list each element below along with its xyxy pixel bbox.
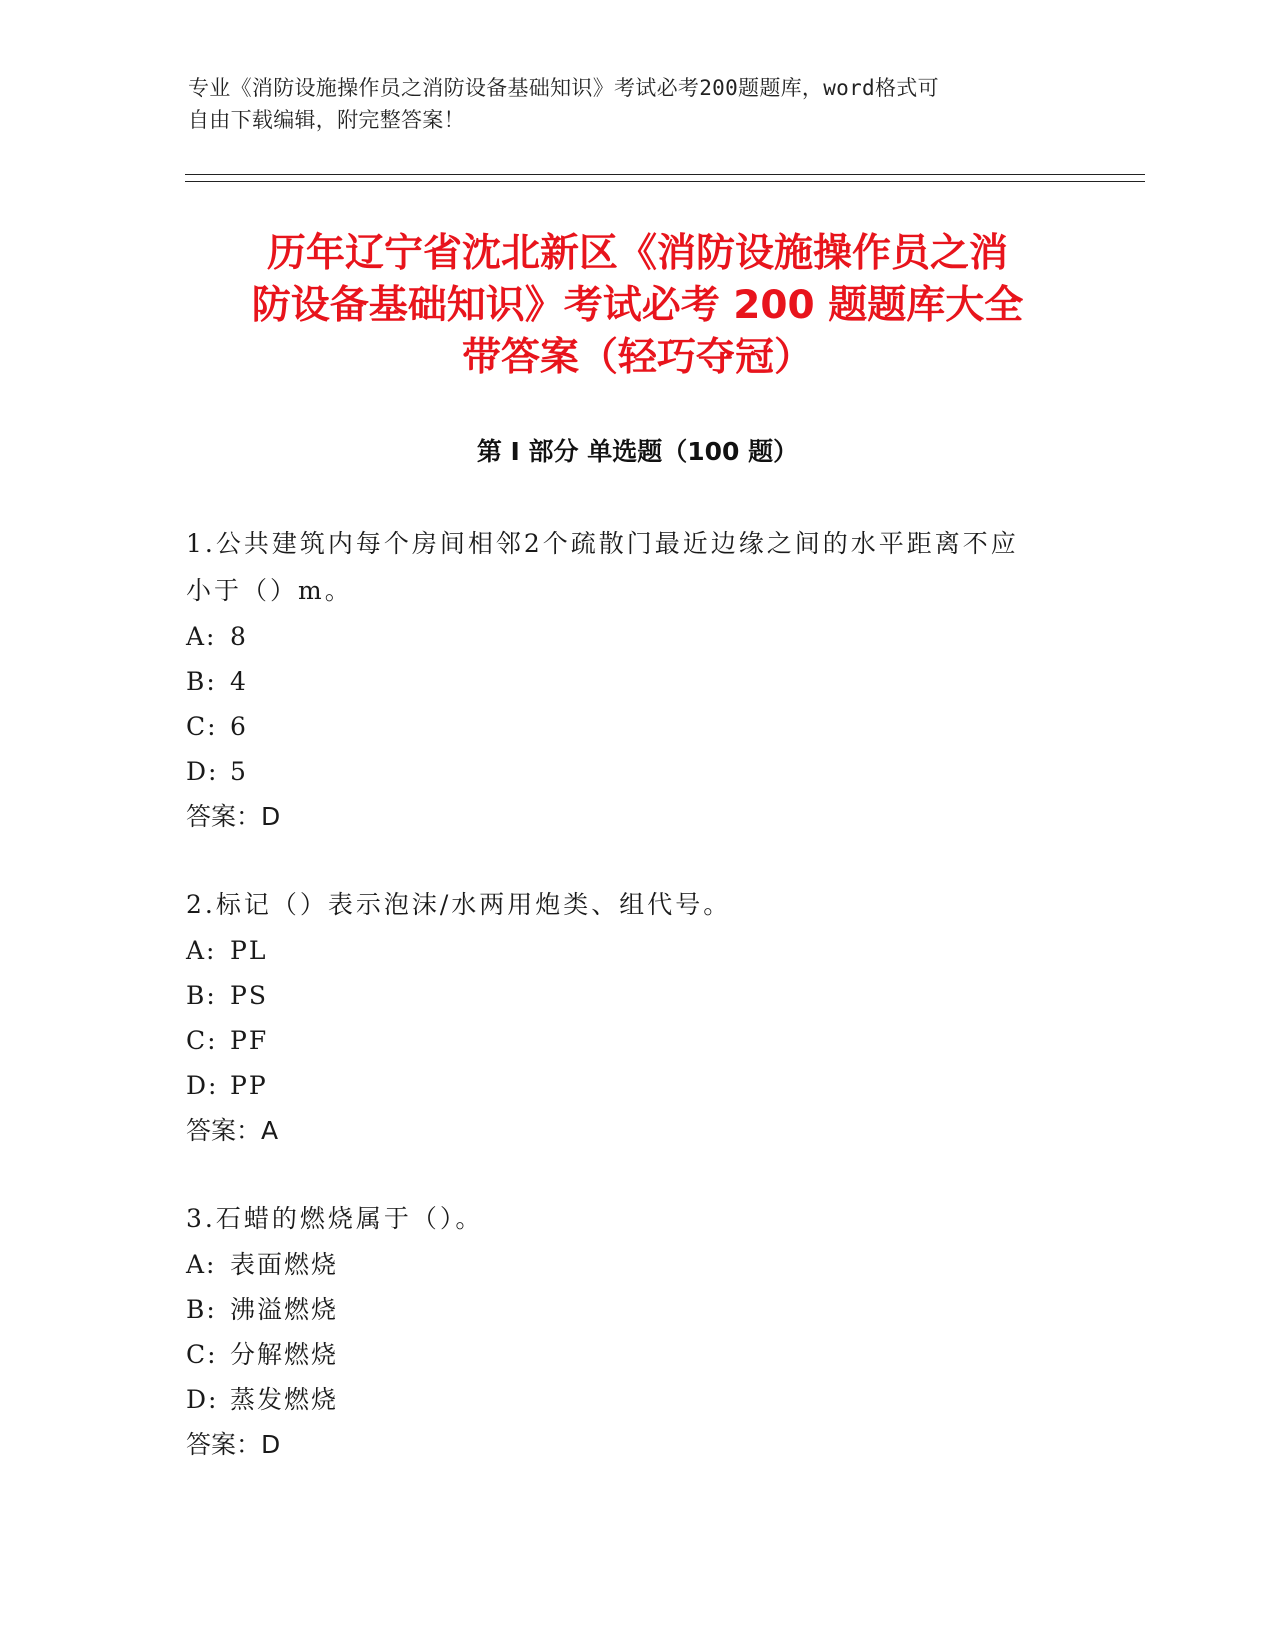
option-text: 6: [230, 712, 248, 741]
question-list: [186, 524, 1066, 1513]
option-letter: B:: [186, 667, 217, 696]
option-b: [186, 659, 1066, 704]
question-item: [186, 881, 1066, 1153]
option-text: 5: [230, 757, 248, 786]
header-note-line: 自由下载编辑，附完整答案！: [188, 108, 465, 132]
header-divider: [185, 181, 1145, 182]
option-d: [186, 1377, 1066, 1422]
header-note: [188, 72, 1068, 136]
option-text: 分解燃烧: [230, 1340, 339, 1369]
option-text: PL: [230, 936, 268, 965]
question-stem: [186, 1195, 1066, 1242]
question-stem-line: 小于（）m。: [186, 576, 353, 605]
option-text: 表面燃烧: [230, 1250, 339, 1279]
option-d: [186, 1063, 1066, 1108]
answer-line: 答案：D: [186, 802, 281, 831]
option-letter: B:: [186, 981, 217, 1010]
option-letter: D:: [186, 757, 219, 786]
question-item: [186, 1195, 1066, 1467]
option-c: [186, 1018, 1066, 1063]
option-text: PS: [230, 981, 268, 1010]
header-note-line: 专业《消防设施操作员之消防设备基础知识》考试必考200题题库，word格式可: [188, 76, 939, 100]
option-text: 8: [230, 622, 248, 651]
option-letter: A:: [186, 936, 217, 965]
question-stem-line: 3.石蜡的燃烧属于（）。: [186, 1204, 484, 1233]
document-title-line: 历年辽宁省沈北新区《消防设施操作员之消: [266, 231, 1008, 276]
option-b: [186, 973, 1066, 1018]
option-letter: C:: [186, 712, 218, 741]
option-letter: C:: [186, 1340, 218, 1369]
option-letter: B:: [186, 1295, 217, 1324]
section-title: 第 I 部分 单选题（100 题）: [476, 437, 799, 466]
document-title: [180, 228, 1095, 384]
option-text: 沸溢燃烧: [230, 1295, 339, 1324]
answer-line: 答案：A: [186, 1116, 279, 1145]
document-title-line: 带答案（轻巧夺冠）: [461, 335, 813, 380]
option-letter: A:: [186, 1250, 217, 1279]
option-text: PP: [230, 1071, 268, 1100]
option-text: 蒸发燃烧: [230, 1385, 339, 1414]
option-letter: D:: [186, 1071, 219, 1100]
header-divider: [185, 174, 1145, 175]
option-letter: A:: [186, 622, 217, 651]
answer-line: 答案：D: [186, 1430, 281, 1459]
option-c: [186, 704, 1066, 749]
option-letter: D:: [186, 1385, 219, 1414]
document-title-line: 防设备基础知识》考试必考 200 题题库大全: [251, 283, 1024, 328]
option-a: [186, 928, 1066, 973]
option-d: [186, 749, 1066, 794]
option-c: [186, 1332, 1066, 1377]
option-a: [186, 1242, 1066, 1287]
question-stem: [186, 881, 1066, 928]
question-item: [186, 520, 1066, 839]
option-a: [186, 614, 1066, 659]
option-text: PF: [230, 1026, 269, 1055]
option-letter: C:: [186, 1026, 218, 1055]
question-stem: [186, 520, 1066, 614]
question-stem-line: 2.标记（）表示泡沫/水两用炮类、组代号。: [186, 890, 732, 919]
option-text: 4: [230, 667, 248, 696]
option-b: [186, 1287, 1066, 1332]
question-stem-line: 1.公共建筑内每个房间相邻2个疏散门最近边缘之间的水平距离不应: [186, 529, 1019, 558]
